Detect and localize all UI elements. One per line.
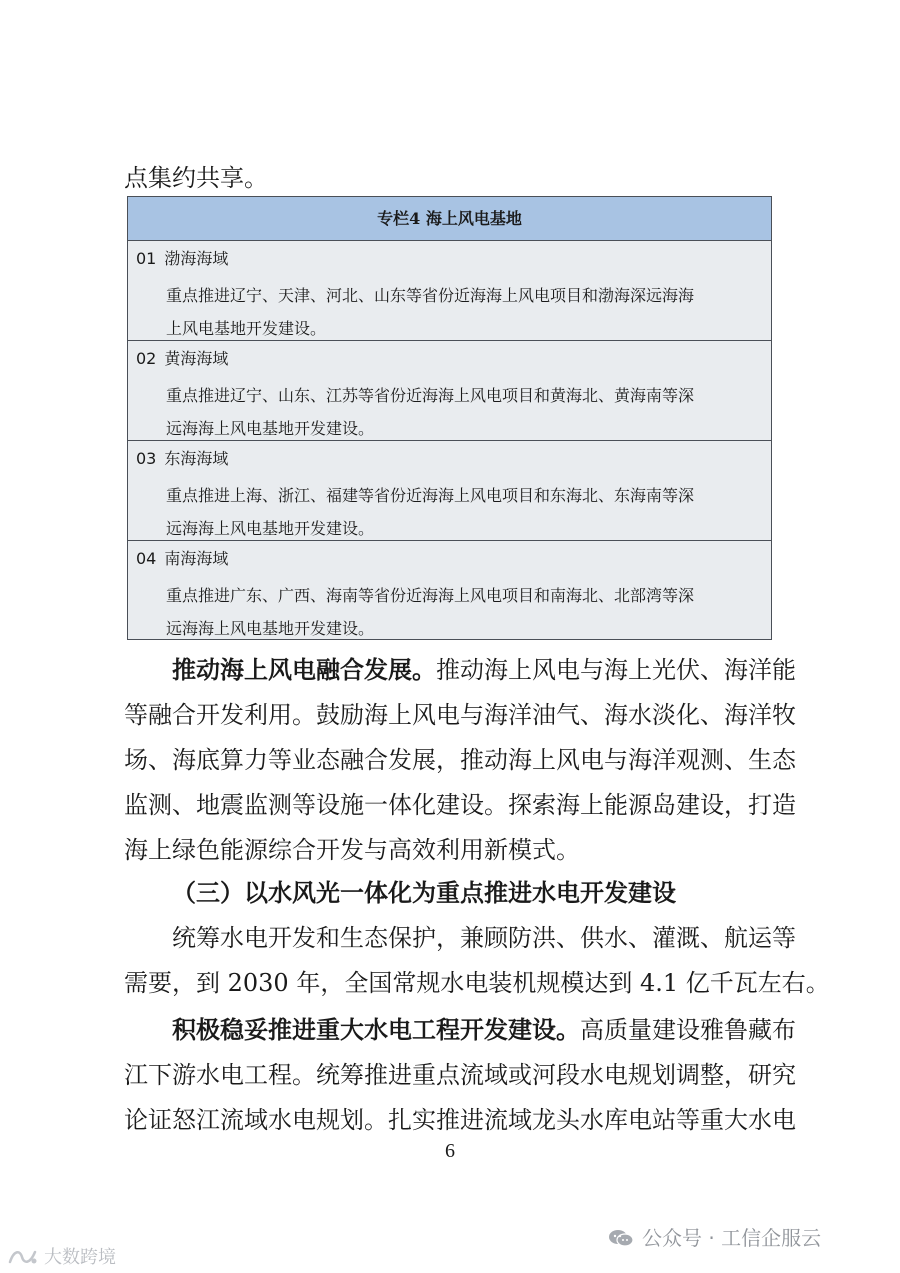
column-box bbox=[127, 196, 772, 640]
paragraph-line: 江下游水电工程。统筹推进重点流域或河段水电规划调整，研究 bbox=[124, 1061, 796, 1089]
watermark-text: 大数跨境 bbox=[44, 1247, 116, 1268]
section-heading: （三）以水风光一体化为重点推进水电开发建设 bbox=[172, 878, 676, 907]
paragraph-line: 等融合开发利用。鼓励海上风电与海洋油气、海水淡化、海洋牧 bbox=[124, 701, 796, 729]
section-title bbox=[136, 547, 228, 571]
paragraph-bold-lead: 积极稳妥推进重大水电工程开发建设。 bbox=[172, 1015, 580, 1044]
section-body-line: 远海海上风电基地开发建设。 bbox=[166, 419, 375, 438]
lead-line: 点集约共享。 bbox=[124, 164, 268, 192]
wechat-icon bbox=[608, 1229, 634, 1247]
section-name: 渤海海域 bbox=[164, 249, 229, 268]
section-body bbox=[166, 579, 766, 645]
brand-logo-icon bbox=[8, 1248, 38, 1266]
paragraph-line: 统筹水电开发和生态保护，兼顾防洪、供水、灌溉、航运等 bbox=[172, 924, 796, 952]
paragraph-line bbox=[172, 1012, 796, 1048]
section-name: 东海海域 bbox=[164, 449, 229, 468]
section-title bbox=[136, 347, 228, 371]
paragraph-line bbox=[172, 652, 796, 688]
box-section bbox=[128, 441, 771, 541]
paragraph-text: 推动海上风电与海上光伏、海洋能 bbox=[436, 656, 796, 684]
section-number: 04 bbox=[136, 549, 157, 568]
section-body bbox=[166, 379, 766, 445]
paragraph-line: 监测、地震监测等设施一体化建设。探索海上能源岛建设，打造 bbox=[124, 791, 796, 819]
section-title bbox=[136, 247, 228, 271]
section-body-line: 重点推进广东、广西、海南等省份近海海上风电项目和南海北、北部湾等深 bbox=[166, 586, 695, 605]
watermark-official-account bbox=[608, 1222, 821, 1251]
page-number: 6 bbox=[445, 1140, 455, 1162]
section-body bbox=[166, 479, 766, 545]
box-section bbox=[128, 341, 771, 441]
column-box-title: 专栏4 海上风电基地 bbox=[128, 197, 771, 241]
section-number: 02 bbox=[136, 349, 157, 368]
paragraph-line: 场、海底算力等业态融合发展，推动海上风电与海洋观测、生态 bbox=[124, 746, 796, 774]
paragraph-line: 论证怒江流域水电规划。扎实推进流域龙头水库电站等重大水电 bbox=[124, 1106, 796, 1134]
section-number: 01 bbox=[136, 249, 157, 268]
watermark-brand bbox=[8, 1243, 116, 1269]
paragraph-text: 高质量建设雅鲁藏布 bbox=[580, 1016, 796, 1044]
section-body bbox=[166, 279, 766, 345]
paragraph-line: 需要，到 2030 年，全国常规水电装机规模达到 4.1 亿千瓦左右。 bbox=[124, 969, 830, 997]
section-body-line: 重点推进辽宁、山东、江苏等省份近海海上风电项目和黄海北、黄海南等深 bbox=[166, 386, 695, 405]
section-body-line: 重点推进上海、浙江、福建等省份近海海上风电项目和东海北、东海南等深 bbox=[166, 486, 695, 505]
section-body-line: 远海海上风电基地开发建设。 bbox=[166, 619, 375, 638]
section-title bbox=[136, 447, 228, 471]
paragraph-bold-lead: 推动海上风电融合发展。 bbox=[172, 655, 436, 684]
section-body-line: 重点推进辽宁、天津、河北、山东等省份近海海上风电项目和渤海深远海海 bbox=[166, 286, 695, 305]
section-name: 南海海域 bbox=[164, 549, 229, 568]
box-section bbox=[128, 241, 771, 341]
section-body-line: 远海海上风电基地开发建设。 bbox=[166, 519, 375, 538]
watermark-text: 公众号 · 工信企服云 bbox=[642, 1226, 822, 1250]
section-body-line: 上风电基地开发建设。 bbox=[166, 319, 327, 338]
paragraph-line: 海上绿色能源综合开发与高效利用新模式。 bbox=[124, 836, 580, 864]
box-section bbox=[128, 541, 771, 641]
section-number: 03 bbox=[136, 449, 157, 468]
section-name: 黄海海域 bbox=[164, 349, 229, 368]
